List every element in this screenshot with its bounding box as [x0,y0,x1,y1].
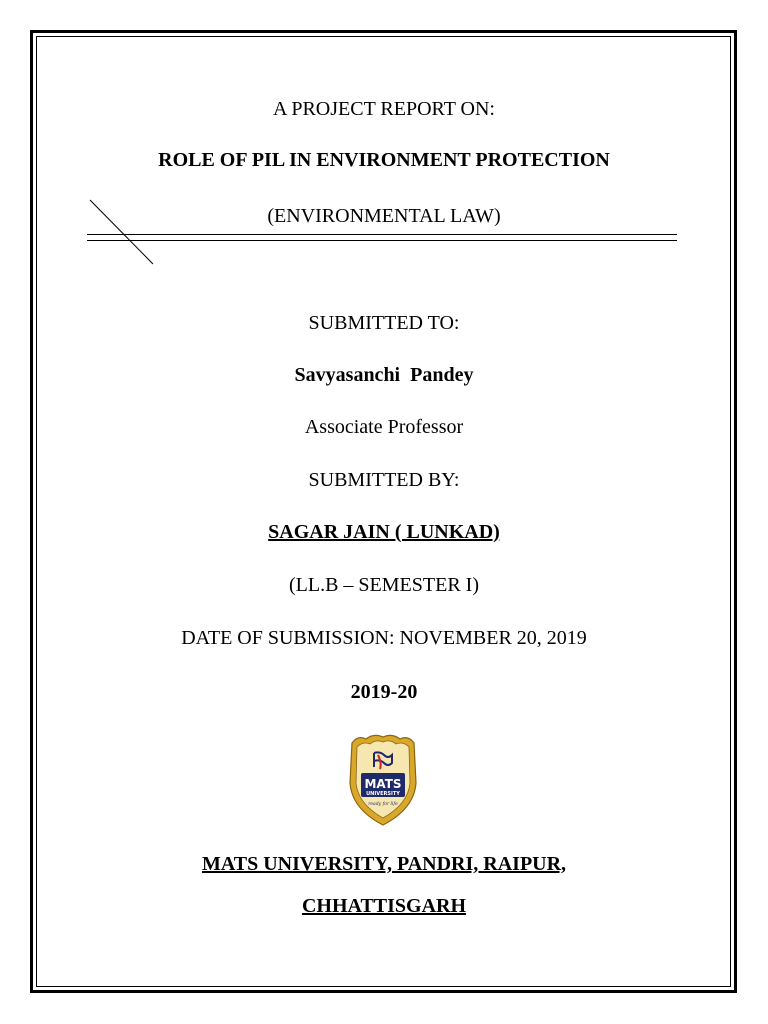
page-border-inner [36,36,731,987]
title-double-rule [87,234,677,241]
logo-text-main: MATS [364,777,402,791]
report-subject: (ENVIRONMENTAL LAW) [267,205,501,227]
submitted-to-label: SUBMITTED TO: [308,312,460,334]
submitted-by-label: SUBMITTED BY: [308,469,460,491]
professor-name: Savyasanchi Pandey [294,364,474,386]
diagonal-stroke [88,198,158,268]
session-year: 2019-20 [350,681,418,703]
date-of-submission: DATE OF SUBMISSION: NOVEMBER 20, 2019 [181,627,587,649]
university-line-2: CHHATTISGARH [301,895,467,917]
logo-text-sub: UNIVERSITY [366,791,400,797]
logo-motto: ready for life [368,802,398,807]
professor-title: Associate Professor [304,416,464,438]
student-name: SAGAR JAIN ( LUNKAD) [268,521,500,543]
university-line-1: MATS UNIVERSITY, PANDRI, RAIPUR, [201,853,567,875]
mats-university-logo [344,733,422,827]
report-heading: A PROJECT REPORT ON: [272,98,495,120]
report-title: ROLE OF PIL IN ENVIRONMENT PROTECTION [158,149,610,171]
semester: (LL.B – SEMESTER I) [289,574,479,596]
